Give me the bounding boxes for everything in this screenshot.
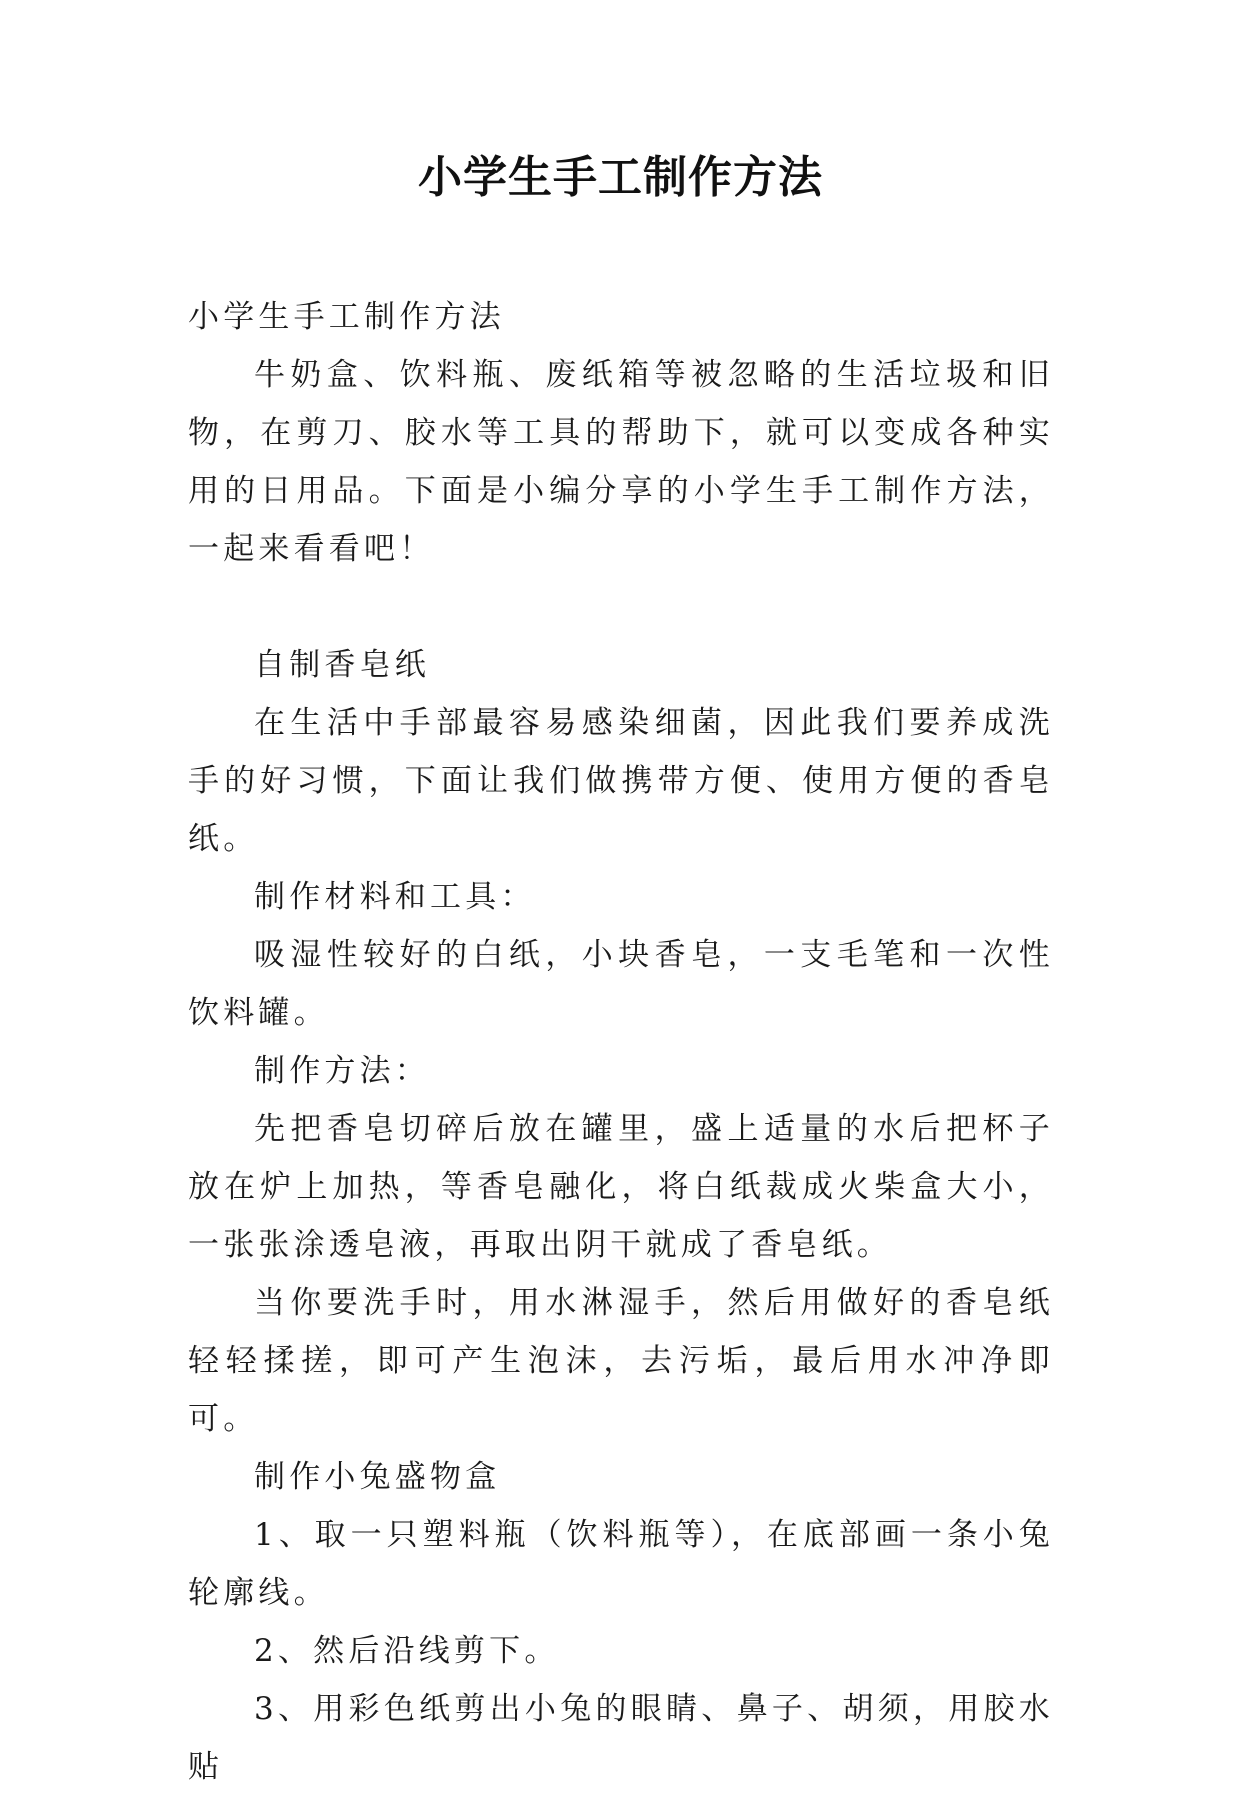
step-paragraph: 3、用彩色纸剪出小兔的眼睛、鼻子、胡须，用胶水贴 bbox=[188, 1691, 1054, 1785]
body-paragraph: 在生活中手部最容易感染细菌，因此我们要养成洗手的好习惯，下面让我们做携带方便、使用方便的香皂纸。 bbox=[188, 705, 1054, 857]
body-paragraph: 当你要洗手时，用水淋湿手，然后用做好的香皂纸轻轻揉搓，即可产生泡沫，去污垢，最后用水冲净即可。 bbox=[188, 1285, 1054, 1437]
body-paragraph: 吸湿性较好的白纸，小块香皂，一支毛笔和一次性饮料罐。 bbox=[188, 937, 1054, 1031]
section-heading-soap-paper: 自制香皂纸 bbox=[254, 647, 430, 683]
document-body bbox=[188, 288, 1054, 1796]
subtitle-paragraph: 小学生手工制作方法 bbox=[188, 299, 505, 335]
paragraph-spacer bbox=[188, 578, 1054, 636]
materials-heading: 制作材料和工具： bbox=[254, 879, 536, 915]
section-heading-rabbit-box: 制作小兔盛物盒 bbox=[254, 1459, 501, 1495]
step-paragraph: 1、取一只塑料瓶（饮料瓶等），在底部画一条小兔轮廓线。 bbox=[188, 1517, 1054, 1611]
body-paragraph: 先把香皂切碎后放在罐里，盛上适量的水后把杯子放在炉上加热，等香皂融化，将白纸裁成火柴盒大小，一张张涂透皂液，再取出阴干就成了香皂纸。 bbox=[188, 1111, 1054, 1263]
document-title: 小学生手工制作方法 bbox=[418, 152, 823, 203]
intro-paragraph: 牛奶盒、饮料瓶、废纸箱等被忽略的生活垃圾和旧物，在剪刀、胶水等工具的帮助下，就可以变成各种实用的日用品。下面是小编分享的小学生手工制作方法，一起来看看吧！ bbox=[188, 357, 1054, 567]
step-paragraph: 2、然后沿线剪下。 bbox=[254, 1633, 560, 1669]
method-heading: 制作方法： bbox=[254, 1053, 430, 1089]
